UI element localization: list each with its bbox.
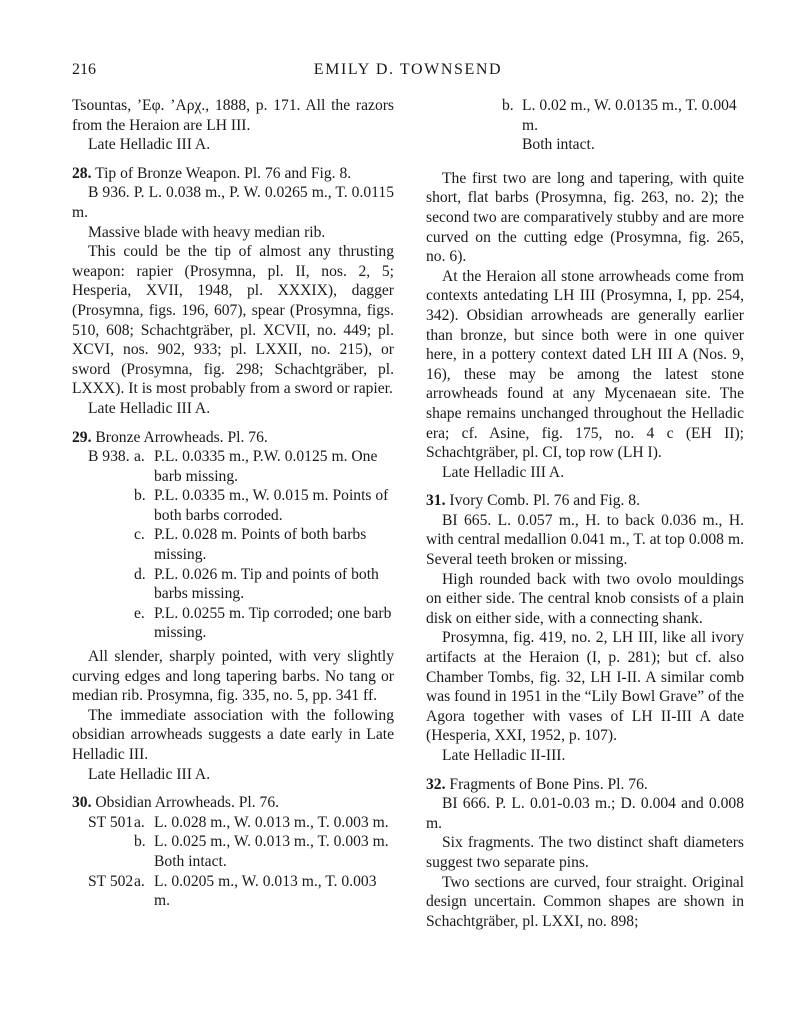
description: Six fragments. The two distinct shaft diameters suggest two separate pins.	[426, 834, 744, 871]
item-label: b.	[502, 97, 514, 114]
item-id: ST 502	[88, 872, 134, 890]
discussion: Two sections are curved, four straight. Original design uncertain. Common shapes are shown in Schachtgräber, pl. LXXI, no. 898;	[426, 873, 744, 930]
item-list	[72, 447, 394, 643]
item-id: ST 501	[88, 813, 134, 831]
item-label	[502, 135, 522, 155]
item-text: Both intact.	[522, 136, 595, 154]
left-column	[72, 96, 394, 911]
entry-number: 29.	[72, 428, 92, 446]
entry-number: 30.	[72, 794, 92, 812]
entry-31-heading	[426, 491, 744, 511]
paragraph: Tsountas, ʼΕφ. ʼΑρχ., 1888, p. 171. All the razors from the Heraion are LH III.	[72, 97, 394, 134]
item-label: a.	[134, 813, 145, 831]
entry-title: Fragments of Bone Pins. Pl. 76.	[449, 775, 648, 793]
description: Massive blade with heavy median rib.	[88, 223, 326, 241]
item-label: a.	[134, 872, 145, 890]
entry-number: 32.	[426, 775, 446, 793]
entry-number: 31.	[426, 492, 446, 510]
item-label: b.	[134, 487, 146, 505]
item-label	[134, 852, 154, 872]
entry-number: 28.	[72, 164, 92, 182]
entry-29-heading	[72, 428, 394, 448]
date-line: Late Helladic III A.	[442, 463, 565, 481]
item-label: c.	[134, 526, 145, 544]
item-text: L. 0.028 m., W. 0.013 m., T. 0.003 m.	[154, 813, 389, 831]
measurements: BI 665. L. 0.057 m., H. to back 0.036 m., H. with central medallion 0.041 m., T. at top 0.008 m. Several teeth broken or missing.	[426, 511, 744, 569]
running-head: EMILY D. TOWNSEND	[313, 61, 503, 78]
paragraph: The first two are long and tapering, with quite short, flat barbs (Prosymna, fig. 263, no. 2); the second two are comparatively stubby and are more curved on the cutting edge (Prosymna, fig. 265, no. 6).	[426, 169, 744, 266]
entry-title: Tip of Bronze Weapon. Pl. 76 and Fig. 8.	[95, 164, 352, 182]
discussion: All slender, sharply pointed, with very slightly curving edges and long tapering barbs. No tang or median rib. Prosymna, fig. 335, no. 5, pp. 341 ff.	[72, 648, 394, 705]
measurements: B 936. P. L. 0.038 m., P. W. 0.0265 m., T. 0.0115 m.	[72, 184, 394, 221]
discussion: The immediate association with the following obsidian arrowheads suggests a date early in Late Helladic III.	[72, 706, 394, 763]
date-line: Late Helladic III A.	[88, 136, 211, 154]
item-text: Both intact.	[154, 852, 227, 870]
page-header	[72, 60, 744, 82]
item-text: L. 0.02 m., W. 0.0135 m., T. 0.004 m.	[522, 97, 737, 134]
date-line: Late Helladic III A.	[88, 399, 211, 417]
entry-title: Obsidian Arrowheads. Pl. 76.	[95, 794, 280, 812]
date-line: Late Helladic II-III.	[442, 747, 566, 764]
entry-title: Ivory Comb. Pl. 76 and Fig. 8.	[449, 492, 641, 510]
item-list	[72, 813, 394, 911]
item-label: e.	[134, 604, 145, 622]
entry-30-heading	[72, 793, 394, 813]
item-text: P.L. 0.028 m. Points of both barbs missing.	[154, 526, 367, 564]
page-number: 216	[72, 61, 96, 78]
item-id: B 938.	[88, 448, 130, 466]
item-text: L. 0.0205 m., W. 0.013 m., T. 0.003 m.	[154, 872, 377, 910]
item-label: a.	[134, 448, 145, 466]
discussion: Prosymna, fig. 419, no. 2, LH III, like all ivory artifacts at the Heraion (I, p. 281); but cf. also Chamber Tombs, fig. 32, LH I-II. A similar comb was found in 1951 in the “Lily Bowl Grave” of the Agora together with vases of LH II-III A date (Hesperia, XXI, 1952, p. 107).	[426, 629, 744, 745]
date-line: Late Helladic III A.	[88, 765, 211, 783]
paragraph: At the Heraion all stone arrowheads come from contexts antedating LH III (Prosymna, I, pp. 254, 342). Obsidian arrowheads are generally earlier than bronze, but since both were in one quiver here, in a pottery context dated LH III A (Nos. 9, 16), these may be among the latest stone arrowheads found at any Mycenaean site. The shape remains unchanged throughout the Helladic era; cf. Asine, fig. 175, no. 4 c (EH II); Schachtgräber, pl. CI, top row (LH I).	[426, 267, 744, 462]
item-text: P.L. 0.0255 m. Tip corroded; one barb missing.	[154, 604, 392, 642]
item-label: b.	[134, 833, 146, 851]
item-text: P.L. 0.026 m. Tip and points of both barbs missing.	[154, 565, 379, 603]
item-text: P.L. 0.0335 m., P.W. 0.0125 m. One barb missing.	[154, 448, 378, 485]
item-text: P.L. 0.0335 m., W. 0.015 m. Points of both barbs corroded.	[154, 487, 389, 524]
item-label: d.	[134, 565, 146, 583]
discussion: This could be the tip of almost any thrusting weapon: rapier (Prosymna, pl. II, nos. 2, 5; Hesperia, XVII, 1948, pl. XXXIX), dagger (Prosymna, figs. 196, 607), spear (Prosymna, figs. 510, 608; Schachtgräber, pl. XCVII, no. 449; pl. XCVI, nos. 902, 933; pl. LXXII, no. 215), or sword (Prosymna, fig. 298; Schachtgräber, pl. LXXX). It is most probably from a sword or rapier.	[72, 243, 394, 398]
item-text: L. 0.025 m., W. 0.013 m., T. 0.003 m.	[154, 833, 389, 851]
entry-title: Bronze Arrowheads. Pl. 76.	[95, 428, 268, 446]
item-list	[426, 96, 744, 155]
measurements: BI 666. P. L. 0.01-0.03 m.; D. 0.004 and 0.008 m.	[426, 795, 744, 832]
entry-28-heading	[72, 164, 394, 184]
description: High rounded back with two ovolo mouldings on either side. The central knob consists of a plain disk on either side, with a connecting shank.	[426, 570, 744, 627]
right-column	[426, 96, 744, 931]
entry-32-heading	[426, 775, 744, 795]
